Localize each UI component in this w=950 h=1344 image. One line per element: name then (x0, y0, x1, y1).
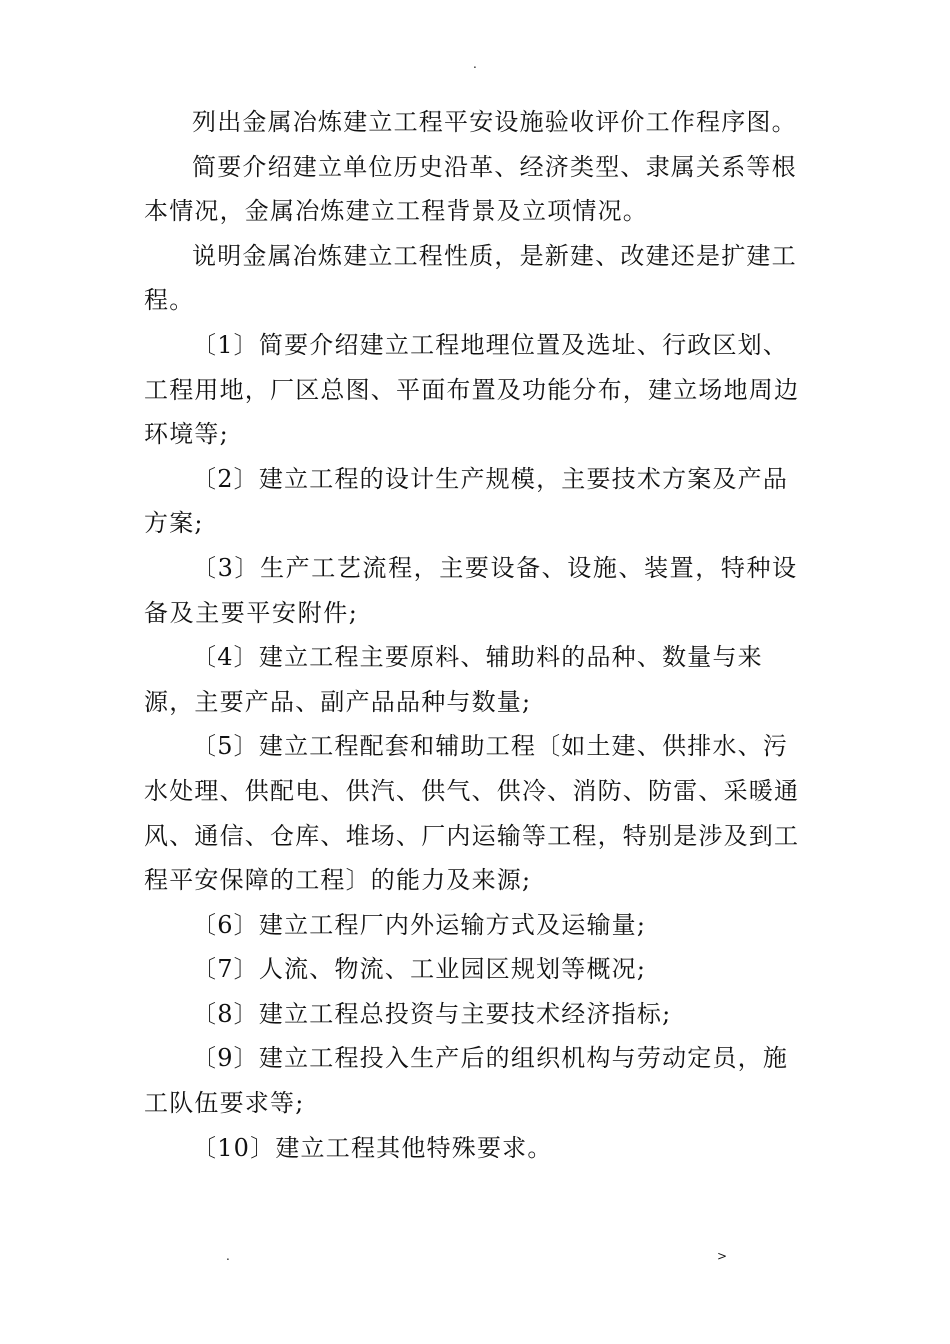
list-item-7: 〔7〕人流、物流、工业园区规划等概况; (192, 955, 647, 984)
list-item-2: 〔2〕建立工程的设计生产规模，主要技术方案及产品方案; (144, 464, 789, 538)
list-item-8: 〔8〕建立工程总投资与主要技术经济指标; (192, 999, 672, 1028)
header-mark: . (473, 57, 477, 71)
paragraph-procedure-diagram: 列出金属冶炼建立工程平安设施验收评价工作程序图。 (192, 108, 797, 136)
footer-right-mark: > (717, 1249, 728, 1263)
paragraph-unit-background: 简要介绍建立单位历史沿革、经济类型、隶属关系等根本情况，金属冶炼建立工程背景及立项情况。 (144, 152, 797, 226)
list-item-5: 〔5〕建立工程配套和辅助工程〔如土建、供排水、污水处理、供配电、供汽、供气、供冷、消防、防雷、采暖通风、通信、仓库、堆场、厂内运输等工程，特别是涉及到工程平安保障的工程〕的能力及来源; (144, 732, 800, 895)
list-item-3: 〔3〕生产工艺流程，主要设备、设施、装置，特种设备及主要平安附件; (144, 553, 798, 627)
list-item-1: 〔1〕简要介绍建立工程地理位置及选址、行政区划、工程用地，厂区总图、平面布置及功能分布，建立场地周边环境等; (144, 330, 800, 449)
list-item-10: 〔10〕建立工程其他特殊要求。 (192, 1133, 553, 1162)
list-item-4: 〔4〕建立工程主要原料、辅助料的品种、数量与来源，主要产品、副产品品种与数量; (144, 643, 763, 716)
paragraph-project-nature: 说明金属冶炼建立工程性质，是新建、改建还是扩建工程。 (144, 241, 797, 315)
list-item-9: 〔9〕建立工程投入生产后的组织机构与劳动定员，施工队伍要求等; (144, 1044, 789, 1118)
list-item-6: 〔6〕建立工程厂内外运输方式及运输量; (192, 910, 647, 939)
footer-left-mark: . (226, 1249, 230, 1263)
document-body (144, 100, 810, 1170)
